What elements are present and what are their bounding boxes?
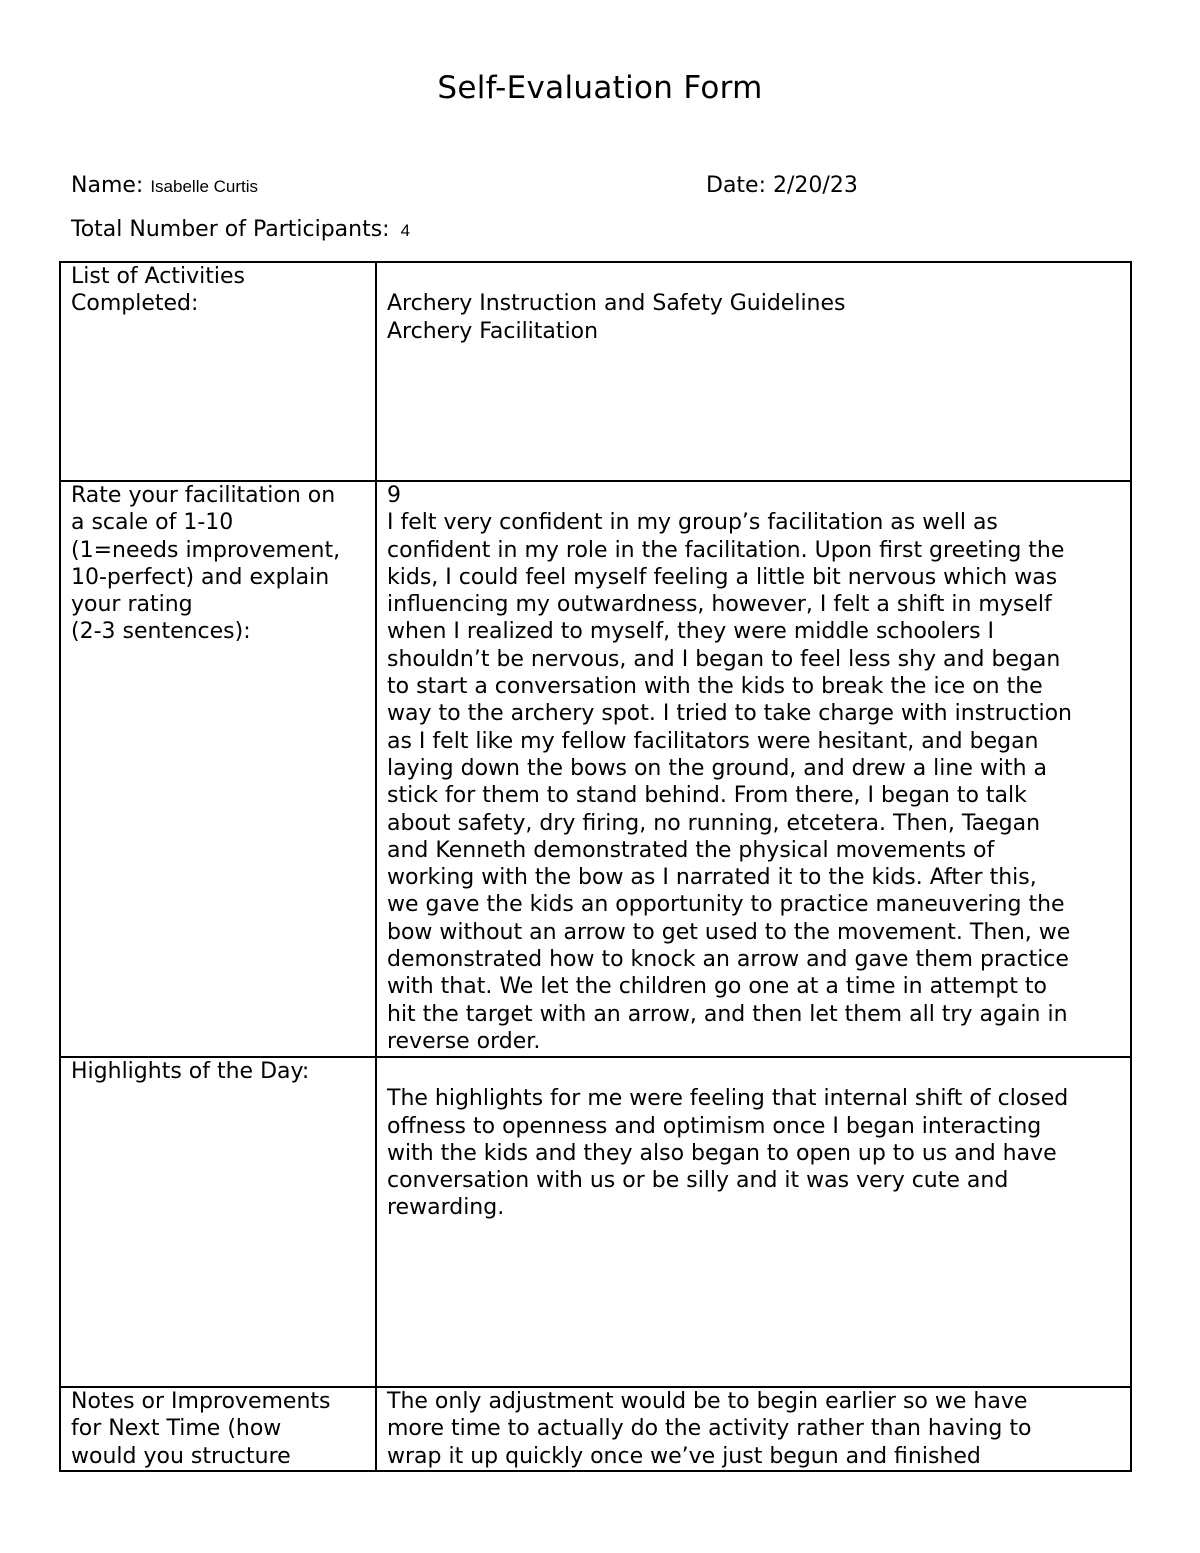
highlights-label-cell [60,1057,376,1387]
participants-value: 4 [400,221,411,240]
activities-row [60,262,1131,481]
activities-value-cell [376,262,1131,481]
activities-label: List of Activities Completed: [71,264,246,317]
name-field [71,172,258,201]
rating-value: 9 I felt very confident in my group’s facilitation as well as confident in my role in the facilitation. Upon first greeting the kids, I could feel myself feeling a little bit nervous which was influencing my outwardness, however, I felt a shift in myself when I realized to myself, they were middle schoolers I shouldn’t be nervous, and I began to feel less shy and began to start a conversation with the kids to break the ice on the way to the archery spot. I tried to take charge with instruction as I felt like my fellow facilitators were hesitant, and began laying down the bows on the ground, and drew a line with a stick for them to stand behind. From there, I began to talk about safety, dry firing, no running, etcetera. Then, Taegan and Kenneth demonstrated the physical movements of working with the bow as I narrated it to the kids. After this, we gave the kids an opportunity to practice maneuvering the bow without an arrow to get used to the movement. Then, we demonstrated how to knock an arrow and gave them practice with that. We let the children go one at a time in attempt to hit the target with an arrow, and then let them all try again in reverse order. [387,483,1072,1054]
name-value: Isabelle Curtis [150,177,259,196]
notes-label: Notes or Improvements for Next Time (how would you structure [71,1389,331,1469]
notes-value: The only adjustment would be to begin earlier so we have more time to actually do the activity rather than having to wrap it up quickly once we’ve just begun and finished [387,1389,1032,1469]
name-label: Name: [71,173,144,198]
rating-value-cell [376,481,1131,1057]
activities-label-cell [60,262,376,481]
rating-row [60,481,1131,1057]
rating-label-cell [60,481,376,1057]
date-label: Date: [706,173,766,198]
participants-label: Total Number of Participants: [71,217,390,242]
notes-value-cell [376,1387,1131,1471]
notes-row [60,1387,1131,1471]
evaluation-table [59,261,1132,1472]
highlights-label: Highlights of the Day: [71,1059,310,1084]
highlights-value: The highlights for me were feeling that internal shift of closed offness to openness and optimism once I began interacting with the kids and they also began to open up to us and have conversation with us or be silly and it was very cute and rewarding. [387,1086,1069,1221]
highlights-value-cell [376,1057,1131,1387]
activities-value: Archery Instruction and Safety Guidelines Archery Facilitation [387,291,846,344]
notes-label-cell [60,1387,376,1471]
rating-label: Rate your facilitation on a scale of 1-10 (1=needs improvement, 10-perfect) and explain your rating (2-3 sentences): [71,483,341,645]
participants-field [71,216,410,245]
date-value: 2/20/23 [773,173,858,198]
highlights-row [60,1057,1131,1387]
date-field [706,172,858,200]
form-title: Self-Evaluation Form [437,70,763,106]
